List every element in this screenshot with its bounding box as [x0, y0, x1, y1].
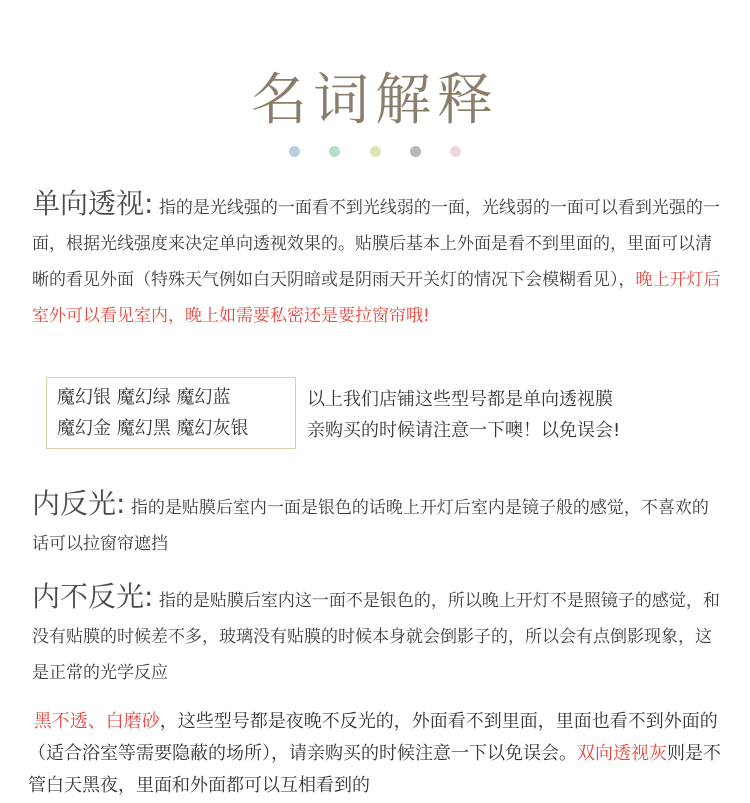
- dot-2: [329, 146, 340, 157]
- inner-reflect-text: 指的是贴膜后室内一面是银色的话晚上开灯后室内是镜子般的感觉，不喜欢的话可以拉窗帘遮挡: [32, 498, 709, 554]
- decorative-dots: [0, 142, 750, 161]
- model-list-box: [46, 377, 296, 449]
- one-way-text: 指的是光线强的一面看不到光线弱的一面，光线弱的一面可以看到光强的一面，根据光线强度来决定单向透视效果的。贴膜后基本上外面是看不到里面的，里面可以清晰的看见外面（特殊天气例如白天阴暗或是阴雨天开关灯的情况下会模糊看见），: [32, 198, 720, 290]
- bottom-text-2: 则是不管白天黑夜，里面和外面都可以互相看到的: [28, 743, 721, 796]
- inner-reflect-term: 内反光: [32, 487, 117, 520]
- dot-5: [450, 146, 461, 157]
- model-list-line-1: 魔幻银 魔幻绿 魔幻蓝: [57, 387, 231, 408]
- no-reflect-text: 指的是贴膜后室内这一面不是银色的，所以晚上开灯不是照镜子的感觉，和没有贴膜的时候差不多，玻璃没有贴膜的时候本身就会倒影子的，所以会有点倒影现象，这是正常的光学反应: [32, 591, 720, 683]
- model-note-line-1: 以上我们店铺这些型号都是单向透视膜: [307, 389, 613, 410]
- bottom-red-2: 双向透视灰: [577, 743, 667, 764]
- one-way-colon: :: [144, 187, 154, 220]
- one-way-term: 单向透视: [32, 187, 145, 220]
- bottom-text-1: ，这些型号都是夜晚不反光的，外面看不到里面，里面也看不到外面的（适合浴室等需要隐蔽的场所），请亲购买的时候注意一下以免误会。: [28, 711, 718, 764]
- model-note: [307, 384, 620, 446]
- inner-reflect-colon: :: [116, 487, 126, 520]
- no-reflect-colon: :: [144, 580, 154, 613]
- one-way-warning: 晚上开灯后室外可以看见室内，晚上如需要私密还是要拉窗帘哦!: [32, 270, 721, 326]
- no-reflect-section: [32, 579, 722, 691]
- dot-1: [289, 146, 300, 157]
- page-title: 名词解释: [251, 68, 499, 133]
- model-list-line-2: 魔幻金 魔幻黑 魔幻灰银: [57, 418, 249, 439]
- no-reflect-term: 内不反光: [32, 580, 145, 613]
- dot-4: [410, 146, 421, 157]
- inner-reflect-section: [32, 486, 722, 562]
- model-note-line-2: 亲购买的时候请注意一下噢！以免误会!: [307, 420, 621, 441]
- bottom-note: [28, 706, 738, 802]
- dot-3: [370, 146, 381, 157]
- one-way-section: [32, 186, 722, 334]
- bottom-red-1: 黑不透、白磨砂: [33, 711, 160, 732]
